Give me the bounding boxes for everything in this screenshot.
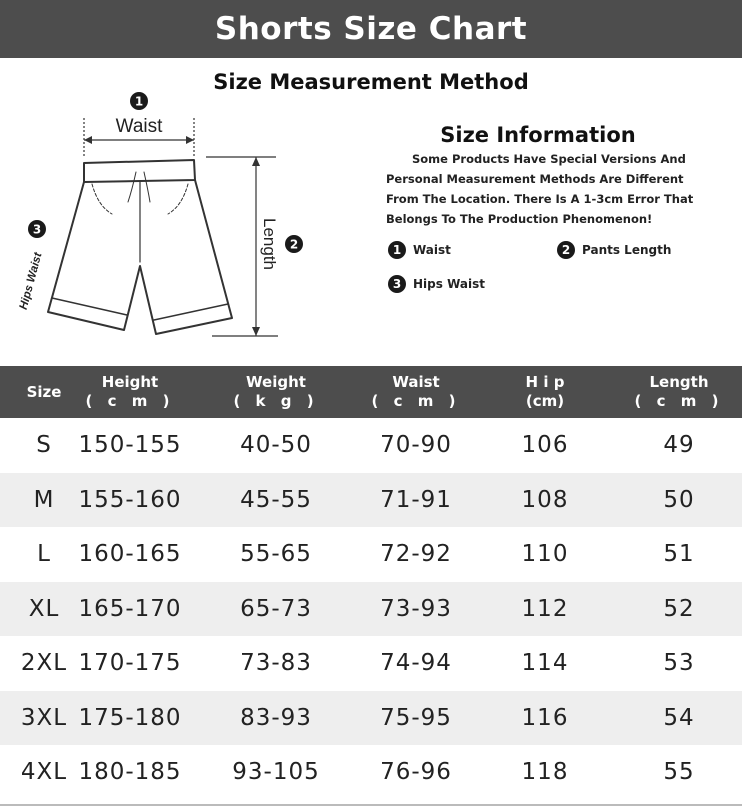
header-height <box>86 366 175 418</box>
drawstring <box>128 172 150 202</box>
size-information-text <box>386 149 706 229</box>
header-hip <box>526 366 565 418</box>
cell-weight: 45-55 <box>240 486 312 513</box>
header-length <box>635 366 724 418</box>
header-label: Height <box>101 373 159 391</box>
cell-weight: 93-105 <box>232 759 320 786</box>
left-pocket <box>92 184 112 214</box>
cell-length: 52 <box>663 595 695 622</box>
cell-size: S <box>36 432 52 459</box>
cell-height: 155-160 <box>78 486 182 513</box>
cell-hip: 114 <box>521 650 569 677</box>
cell-weight: 55-65 <box>240 541 312 568</box>
cell-waist: 73-93 <box>380 595 452 622</box>
cell-length: 53 <box>663 650 695 677</box>
cell-hip: 118 <box>521 759 569 786</box>
header-weight <box>233 366 318 418</box>
length-number: 2 <box>289 237 299 252</box>
cell-height: 165-170 <box>78 595 182 622</box>
cell-hip: 116 <box>521 704 569 731</box>
legend-number-badge: 3 <box>388 275 406 293</box>
cell-length: 54 <box>663 704 695 731</box>
legend-item-waist <box>388 241 451 259</box>
cell-length: 49 <box>663 432 695 459</box>
table-row <box>0 418 742 473</box>
cell-waist: 75-95 <box>380 704 452 731</box>
table-row <box>0 582 742 637</box>
cell-length: 51 <box>663 541 695 568</box>
cell-weight: 83-93 <box>240 704 312 731</box>
cell-hip: 110 <box>521 541 569 568</box>
legend-item-hips-waist <box>388 275 485 293</box>
legend-number-badge: 1 <box>388 241 406 259</box>
header-size <box>27 366 62 418</box>
table-row <box>0 745 742 800</box>
chart-title-banner <box>0 0 742 58</box>
cell-waist: 70-90 <box>380 432 452 459</box>
size-information-heading: Size Information <box>440 123 636 147</box>
header-unit: ( c m ) <box>371 392 461 410</box>
table-row <box>0 527 742 582</box>
cell-waist: 72-92 <box>380 541 452 568</box>
right-hem-line <box>154 304 228 320</box>
waist-label: Waist <box>115 116 163 137</box>
header-unit: ( k g ) <box>233 392 319 410</box>
header-unit: ( c m ) <box>634 392 724 410</box>
table-row <box>0 691 742 746</box>
header-label: Waist <box>392 373 440 391</box>
size-table-body <box>0 418 742 800</box>
cell-size: 4XL <box>20 759 68 786</box>
header-label: Size <box>26 382 62 401</box>
cell-height: 180-185 <box>78 759 182 786</box>
waist-number: 1 <box>134 94 144 109</box>
cell-length: 55 <box>663 759 695 786</box>
cell-size: 2XL <box>20 650 68 677</box>
header-label: Length <box>649 373 709 391</box>
cell-height: 170-175 <box>78 650 182 677</box>
shorts-diagram <box>0 85 330 355</box>
length-arrowhead-top <box>252 157 260 166</box>
right-pocket <box>168 184 188 214</box>
chart-title: Shorts Size Chart <box>214 11 528 47</box>
hips-waist-label: Hips Waist <box>17 251 45 312</box>
cell-weight: 65-73 <box>240 595 312 622</box>
cell-waist: 74-94 <box>380 650 452 677</box>
cell-size: L <box>37 541 51 568</box>
waistband-outline <box>84 160 195 182</box>
info-line: Some Products Have Special Versions And <box>412 152 686 166</box>
table-row <box>0 636 742 691</box>
legend-number-badge: 2 <box>557 241 575 259</box>
measurement-method-heading: Size Measurement Method <box>213 70 529 94</box>
waist-arrowhead-right <box>186 136 194 144</box>
cell-height: 150-155 <box>78 432 182 459</box>
header-unit: ( c m ) <box>85 392 175 410</box>
legend-label: Waist <box>413 243 451 257</box>
cell-size: M <box>33 486 55 513</box>
legend-label: Hips Waist <box>413 277 485 291</box>
header-unit: (cm) <box>525 392 565 410</box>
cell-height: 175-180 <box>78 704 182 731</box>
waist-arrowhead-left <box>84 136 92 144</box>
cell-waist: 71-91 <box>380 486 452 513</box>
cell-waist: 76-96 <box>380 759 452 786</box>
cell-hip: 112 <box>521 595 569 622</box>
length-label: Length <box>260 218 279 270</box>
cell-hip: 108 <box>521 486 569 513</box>
cell-height: 160-165 <box>78 541 182 568</box>
info-line: Personal Measurement Methods Are Different <box>386 172 684 186</box>
cell-weight: 73-83 <box>240 650 312 677</box>
cell-weight: 40-50 <box>240 432 312 459</box>
length-arrowhead-bottom <box>252 327 260 336</box>
left-hem-line <box>52 298 127 315</box>
cell-size: 3XL <box>20 704 68 731</box>
legend-item-pants-length <box>557 241 671 259</box>
info-line: Belongs To The Production Phenomenon! <box>386 212 653 226</box>
header-label: Weight <box>246 373 306 391</box>
hips-number: 3 <box>32 222 42 237</box>
header-waist <box>372 366 461 418</box>
legend-label: Pants Length <box>582 243 672 257</box>
table-row <box>0 473 742 528</box>
cell-size: XL <box>28 595 60 622</box>
cell-hip: 106 <box>521 432 569 459</box>
info-line: From The Location. There Is A 1-3cm Error That <box>386 192 694 206</box>
cell-length: 50 <box>663 486 695 513</box>
size-table-header <box>0 366 742 418</box>
header-label: H i p <box>525 373 565 391</box>
